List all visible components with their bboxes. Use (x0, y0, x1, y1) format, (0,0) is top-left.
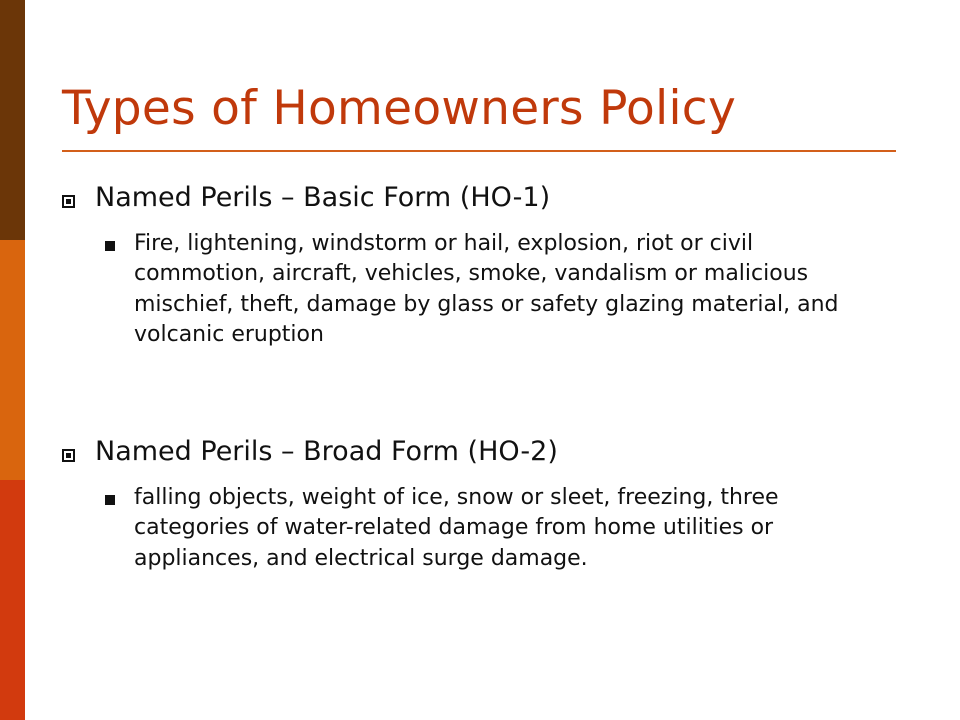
square-bullet-icon (62, 195, 75, 208)
bullet-heading: Named Perils – Basic Form (HO-1) (95, 182, 551, 213)
slide-title: Types of Homeowners Policy (62, 81, 737, 136)
sidebar-band-middle (0, 240, 25, 480)
filled-square-bullet-icon (105, 495, 115, 505)
bullet-detail: Fire, lightening, windstorm or hail, explosion, riot or civil commotion, aircraft, vehicles, smoke, vandalism or malicious mischief, theft, damage by glass or safety glazing material, and volcanic eruption (134, 231, 839, 348)
sidebar-band-top (0, 0, 25, 240)
title-underline (62, 150, 896, 152)
bullet-detail: falling objects, weight of ice, snow or sleet, freezing, three categories of water-related damage from home utilities or appliances, and electrical surge damage. (134, 485, 779, 571)
sidebar-color-bands (0, 0, 25, 720)
filled-square-bullet-icon (105, 241, 115, 251)
square-bullet-icon (62, 449, 75, 462)
sidebar-band-bottom (0, 480, 25, 720)
bullet-heading: Named Perils – Broad Form (HO-2) (95, 436, 558, 467)
